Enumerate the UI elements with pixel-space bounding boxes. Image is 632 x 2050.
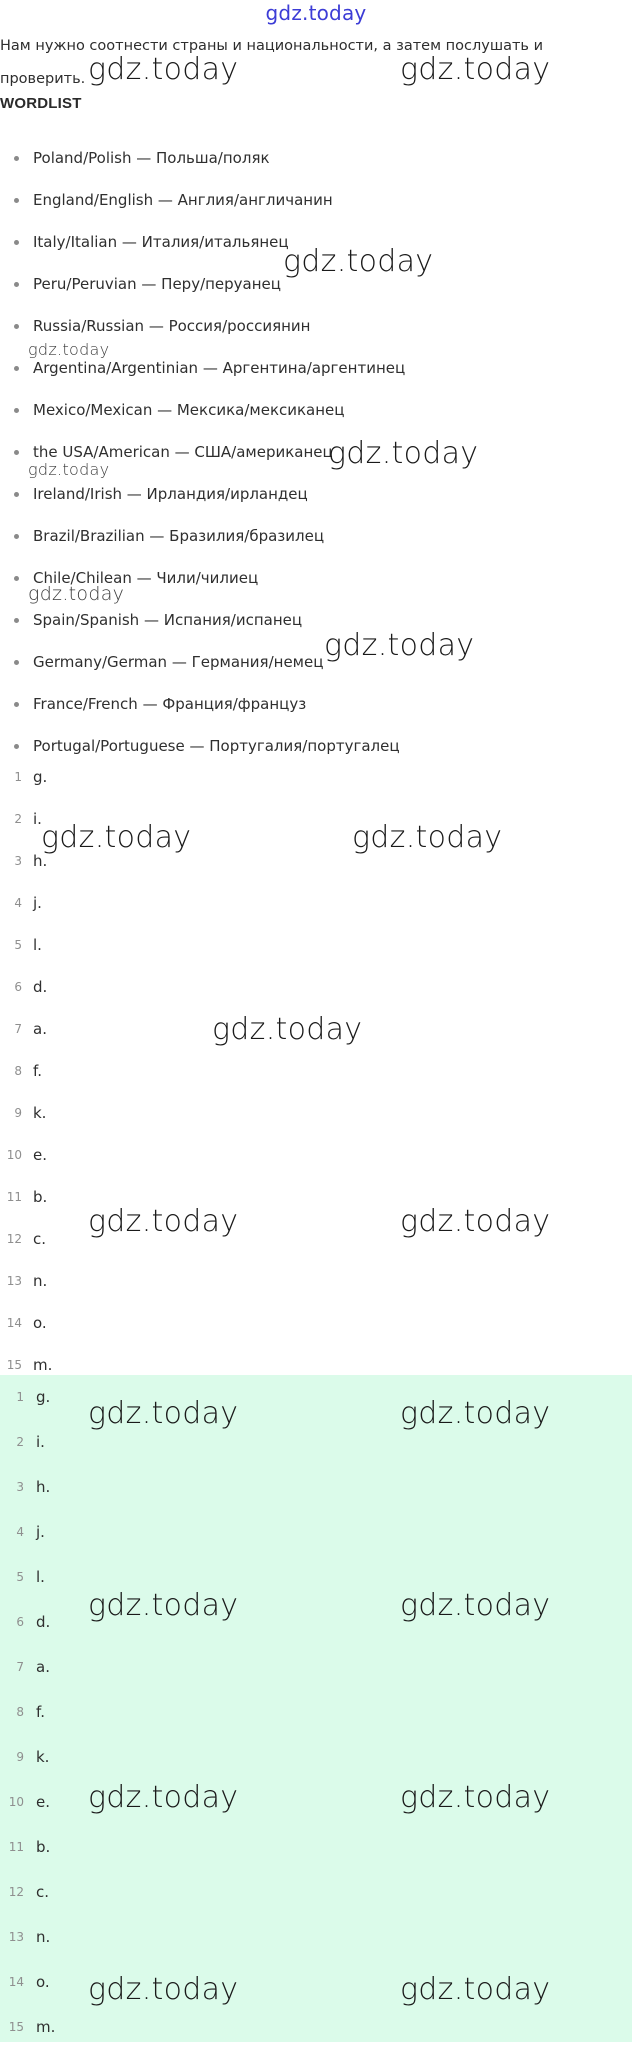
answer-number: 4: [14, 896, 22, 910]
answer-letter: n.: [33, 1272, 48, 1290]
answer-item: [0, 1134, 632, 1176]
answer-item: [0, 798, 632, 840]
answer-letter: o.: [36, 1973, 50, 1991]
answer-item: [0, 1302, 632, 1344]
answer-letter: o.: [33, 1314, 47, 1332]
bullet-icon: [14, 366, 19, 371]
answer-number: 9: [14, 1106, 22, 1120]
answer-number: 2: [14, 812, 22, 826]
watermark: gdz.today: [400, 1588, 551, 1623]
answer-item: [0, 1375, 632, 1420]
answer-item: [0, 1050, 632, 1092]
watermark: gdz.today: [212, 1012, 363, 1047]
answer-item: [0, 882, 632, 924]
answer-item: [0, 1870, 632, 1915]
watermark: gdz.today: [28, 460, 110, 479]
watermark: gdz.today: [88, 1780, 239, 1815]
watermark: gdz.today: [400, 1204, 551, 1239]
answer-item: [0, 756, 632, 798]
answer-letter: i.: [33, 810, 42, 828]
wordlist-heading: WORDLIST: [0, 95, 82, 112]
answer-letter: m.: [36, 2018, 56, 2036]
answer-item: [0, 1008, 632, 1050]
bullet-icon: [14, 576, 19, 581]
answer-number: 8: [16, 1705, 24, 1719]
answer-number: 7: [14, 1022, 22, 1036]
answer-letter: l.: [33, 936, 42, 954]
answer-item: [0, 1176, 632, 1218]
watermark: gdz.today: [41, 820, 192, 855]
bullet-icon: [14, 702, 19, 707]
wordlist-item: England/English — Англия/англичанин: [0, 179, 620, 221]
answer-letter: j.: [33, 894, 42, 912]
answer-letter: m.: [33, 1356, 53, 1374]
answer-letter: b.: [36, 1838, 51, 1856]
answer-number: 5: [16, 1570, 24, 1584]
answer-number: 6: [16, 1615, 24, 1629]
answer-item: [0, 1645, 632, 1690]
watermark: gdz.today: [324, 628, 475, 663]
answer-number: 10: [6, 1148, 22, 1162]
answer-letter: h.: [33, 852, 48, 870]
watermark: gdz.today: [328, 436, 479, 471]
wordlist-item: Ireland/Irish — Ирландия/ирландец: [0, 473, 620, 515]
answer-letter: h.: [36, 1478, 51, 1496]
watermark: gdz.today: [400, 1972, 551, 2007]
bullet-icon: [14, 618, 19, 623]
watermark: gdz.today: [352, 820, 503, 855]
wordlist-item: Argentina/Argentinian — Аргентина/аргентинец: [0, 347, 620, 389]
answer-item: [0, 1960, 632, 2005]
answer-number: 14: [8, 1975, 24, 1989]
answer-item: [0, 1825, 632, 1870]
watermark: gdz.today: [88, 1396, 239, 1431]
watermark: gdz.today: [88, 1204, 239, 1239]
bullet-icon: [14, 450, 19, 455]
watermark: gdz.today: [88, 1972, 239, 2007]
bullet-icon: [14, 282, 19, 287]
answer-item: [0, 966, 632, 1008]
watermark: gdz.today: [400, 52, 551, 87]
answer-letter: g.: [33, 768, 48, 786]
answer-number: 5: [14, 938, 22, 952]
answer-number: 13: [6, 1274, 22, 1288]
answer-number: 6: [14, 980, 22, 994]
answer-letter: k.: [36, 1748, 50, 1766]
answer-item: [0, 1092, 632, 1134]
wordlist-item: Spain/Spanish — Испания/испанец: [0, 599, 620, 641]
wordlist: [0, 137, 620, 767]
answer-list-highlighted: [0, 1375, 632, 2042]
answer-item: [0, 1218, 632, 1260]
task-instruction: Нам нужно соотнести страны и национальности, а затем послушать и проверить.: [0, 38, 543, 87]
answer-letter: a.: [36, 1658, 50, 1676]
answer-number: 8: [14, 1064, 22, 1078]
wordlist-item: Poland/Polish — Польша/поляк: [0, 137, 620, 179]
answer-number: 11: [6, 1190, 22, 1204]
answer-letter: k.: [33, 1104, 47, 1122]
answer-letter: e.: [33, 1146, 47, 1164]
answer-item: [0, 2005, 632, 2050]
answer-letter: n.: [36, 1928, 51, 1946]
answer-item: [0, 1465, 632, 1510]
answer-letter: e.: [36, 1793, 50, 1811]
answer-item: [0, 1510, 632, 1555]
wordlist-item: Chile/Chilean — Чили/чилиец: [0, 557, 620, 599]
watermark: gdz.today: [400, 1396, 551, 1431]
answer-letter: f.: [36, 1703, 45, 1721]
answer-number: 1: [14, 770, 22, 784]
answer-number: 12: [6, 1232, 22, 1246]
answer-number: 11: [8, 1840, 24, 1854]
bullet-icon: [14, 156, 19, 161]
answer-letter: d.: [33, 978, 48, 996]
bullet-icon: [14, 408, 19, 413]
answer-number: 3: [14, 854, 22, 868]
answer-number: 1: [16, 1390, 24, 1404]
answer-number: 4: [16, 1525, 24, 1539]
wordlist-item: the USA/American — США/американец: [0, 431, 620, 473]
answer-number: 15: [8, 2020, 24, 2034]
answer-item: [0, 1735, 632, 1780]
answer-letter: f.: [33, 1062, 42, 1080]
answer-letter: a.: [33, 1020, 47, 1038]
answer-list: [0, 756, 632, 1386]
answer-number: 15: [6, 1358, 22, 1372]
answer-item: [0, 1915, 632, 1960]
watermark: gdz.today: [88, 1588, 239, 1623]
bullet-icon: [14, 492, 19, 497]
watermark: gdz.today: [88, 52, 239, 87]
answer-letter: c.: [36, 1883, 50, 1901]
site-logo[interactable]: gdz.today: [265, 1, 367, 25]
bullet-icon: [14, 534, 19, 539]
wordlist-item: Mexico/Mexican — Мексика/мексиканец: [0, 389, 620, 431]
answer-number: 10: [8, 1795, 24, 1809]
bullet-icon: [14, 660, 19, 665]
answer-number: 12: [8, 1885, 24, 1899]
bullet-icon: [14, 324, 19, 329]
answer-letter: l.: [36, 1568, 45, 1586]
answer-number: 3: [16, 1480, 24, 1494]
answer-letter: g.: [36, 1388, 51, 1406]
answer-letter: c.: [33, 1230, 47, 1248]
watermark: gdz.today: [400, 1780, 551, 1815]
answer-number: 2: [16, 1435, 24, 1449]
answer-number: 9: [16, 1750, 24, 1764]
wordlist-item: Peru/Peruvian — Перу/перуанец: [0, 263, 620, 305]
answer-number: 14: [6, 1316, 22, 1330]
wordlist-item: Portugal/Portuguese — Португалия/португалец: [0, 725, 620, 767]
answer-item: [0, 840, 632, 882]
watermark: gdz.today: [28, 583, 125, 605]
answer-item: [0, 1780, 632, 1825]
answer-letter: d.: [36, 1613, 51, 1631]
answer-item: [0, 1690, 632, 1735]
wordlist-item: Brazil/Brazilian — Бразилия/бразилец: [0, 515, 620, 557]
answer-number: 13: [8, 1930, 24, 1944]
answer-item: [0, 1420, 632, 1465]
wordlist-item: Russia/Russian — Россия/россиянин: [0, 305, 620, 347]
watermark: gdz.today: [283, 244, 434, 279]
bullet-icon: [14, 198, 19, 203]
answer-item: [0, 1260, 632, 1302]
wordlist-item: Germany/German — Германия/немец: [0, 641, 620, 683]
wordlist-item: France/French — Франция/француз: [0, 683, 620, 725]
answer-number: 7: [16, 1660, 24, 1674]
answer-item: [0, 924, 632, 966]
answer-letter: b.: [33, 1188, 48, 1206]
bullet-icon: [14, 744, 19, 749]
answer-item: [0, 1555, 632, 1600]
bullet-icon: [14, 240, 19, 245]
answer-letter: j.: [36, 1523, 45, 1541]
watermark: gdz.today: [28, 340, 110, 359]
wordlist-item: Italy/Italian — Италия/итальянец: [0, 221, 620, 263]
answer-item: [0, 1600, 632, 1645]
answer-letter: i.: [36, 1433, 45, 1451]
